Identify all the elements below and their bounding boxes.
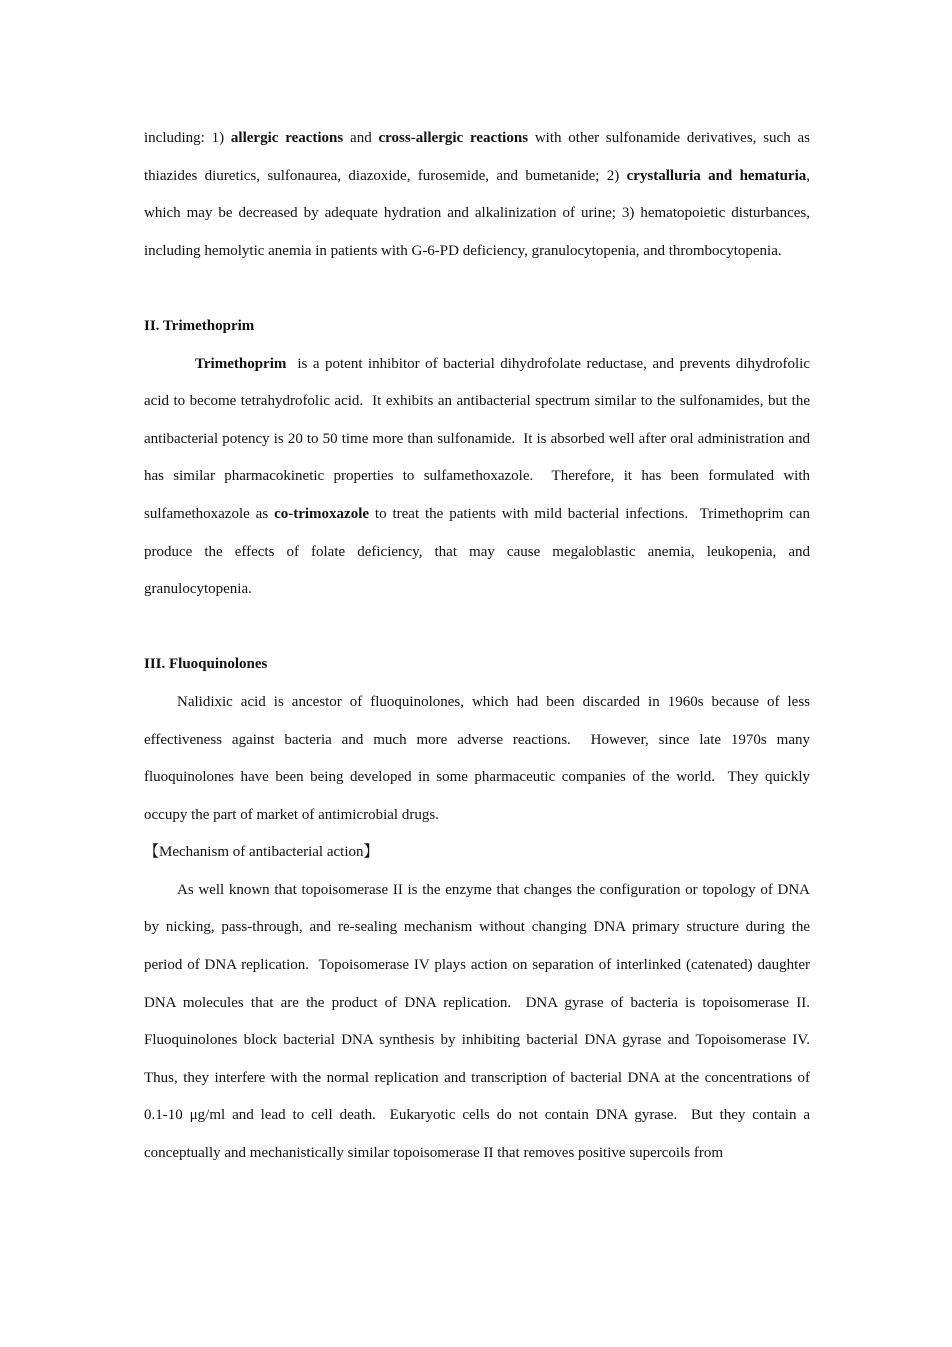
section-heading-trimethoprim: II. Trimethoprim: [144, 317, 255, 334]
trimethoprim-bold-cotrimoxazole: co-trimoxazole: [274, 505, 370, 522]
trimethoprim-paragraph: [144, 346, 814, 609]
trimethoprim-text-1: is a potent inhibitor of bacterial dihydrofolate reductase, and prevents dihydrofolic acid to become tetrahydrofolic acid. It exhibits an antibacterial spectrum similar to the sulfonamides, but the antibacterial potency is 20 to 50 time more than sulfonamide. It is absorbed well after oral administration and has similar pharmacokinetic properties to sulfamethoxazole. Therefore, it has been formulated with sulfamethoxazole as: [144, 355, 814, 522]
spacer: [144, 270, 810, 308]
intro-paragraph: [144, 120, 810, 270]
intro-text-3: with other sulfonamide derivatives, such as thiazides diuretics, sulfonaurea, diazoxide, furosemide, and bumetanide; 2): [144, 130, 810, 184]
intro-bold-allergic: allergic reactions: [230, 130, 344, 146]
document-page: [144, 120, 818, 1173]
section-heading-fluoquinolones: III. Fluoquinolones: [144, 656, 268, 673]
intro-text-2: and: [343, 130, 379, 146]
fluoquinolones-intro-paragraph: Nalidixic acid is ancestor of fluoquinolones, which had been discarded in 1960s because of less effectiveness against bacteria and much more adverse reactions. However, since late 1970s many fluoquinolones have been being developed in some pharmaceutic companies of the world. They quickly occupy the part of market of antimicrobial drugs.: [144, 693, 814, 823]
mechanism-paragraph: As well known that topoisomerase II is the enzyme that changes the configuration or topology of DNA by nicking, pass-through, and re-sealing mechanism without changing DNA primary structure during the period of DNA replication. Topoisomerase IV plays action on separation of interlinked (catenated) daughter DNA molecules that are the product of DNA replication. DNA gyrase of bacteria is topoisomerase II. Fluoquinolones block bacterial DNA synthesis by inhibiting bacterial DNA gyrase and Topoisomerase IV. Thus, they interfere with the normal replication and transcription of bacterial DNA at the concentrations of 0.1-10 μg/ml and lead to cell death. Eukaryotic cells do not contain DNA gyrase. But they contain a conceptually and mechanistically similar topoisomerase II that removes positive supercoils from: [144, 881, 818, 1162]
trimethoprim-bold-term: Trimethoprim: [195, 355, 287, 372]
spacer: [144, 609, 810, 647]
intro-text-1: including: 1): [144, 130, 231, 146]
intro-bold-cross-allergic: cross-allergic reactions: [378, 130, 529, 146]
intro-text-4: , which may be decreased by adequate hydration and alkalinization of urine; 3) hematopoietic disturbances, including hemolytic anemia in patients with G-6-PD deficiency, granulocytopenia, and thrombocytopenia.: [144, 167, 810, 259]
mechanism-subheading: 【Mechanism of antibacterial action】: [144, 844, 379, 861]
trimethoprim-text-2: to treat the patients with mild bacterial infections. Trimethoprim can produce the effects of folate deficiency, that may cause megaloblastic anemia, leukopenia, and granulocytopenia.: [144, 505, 814, 598]
intro-bold-crystalluria: crystalluria and hematuria: [626, 167, 807, 184]
